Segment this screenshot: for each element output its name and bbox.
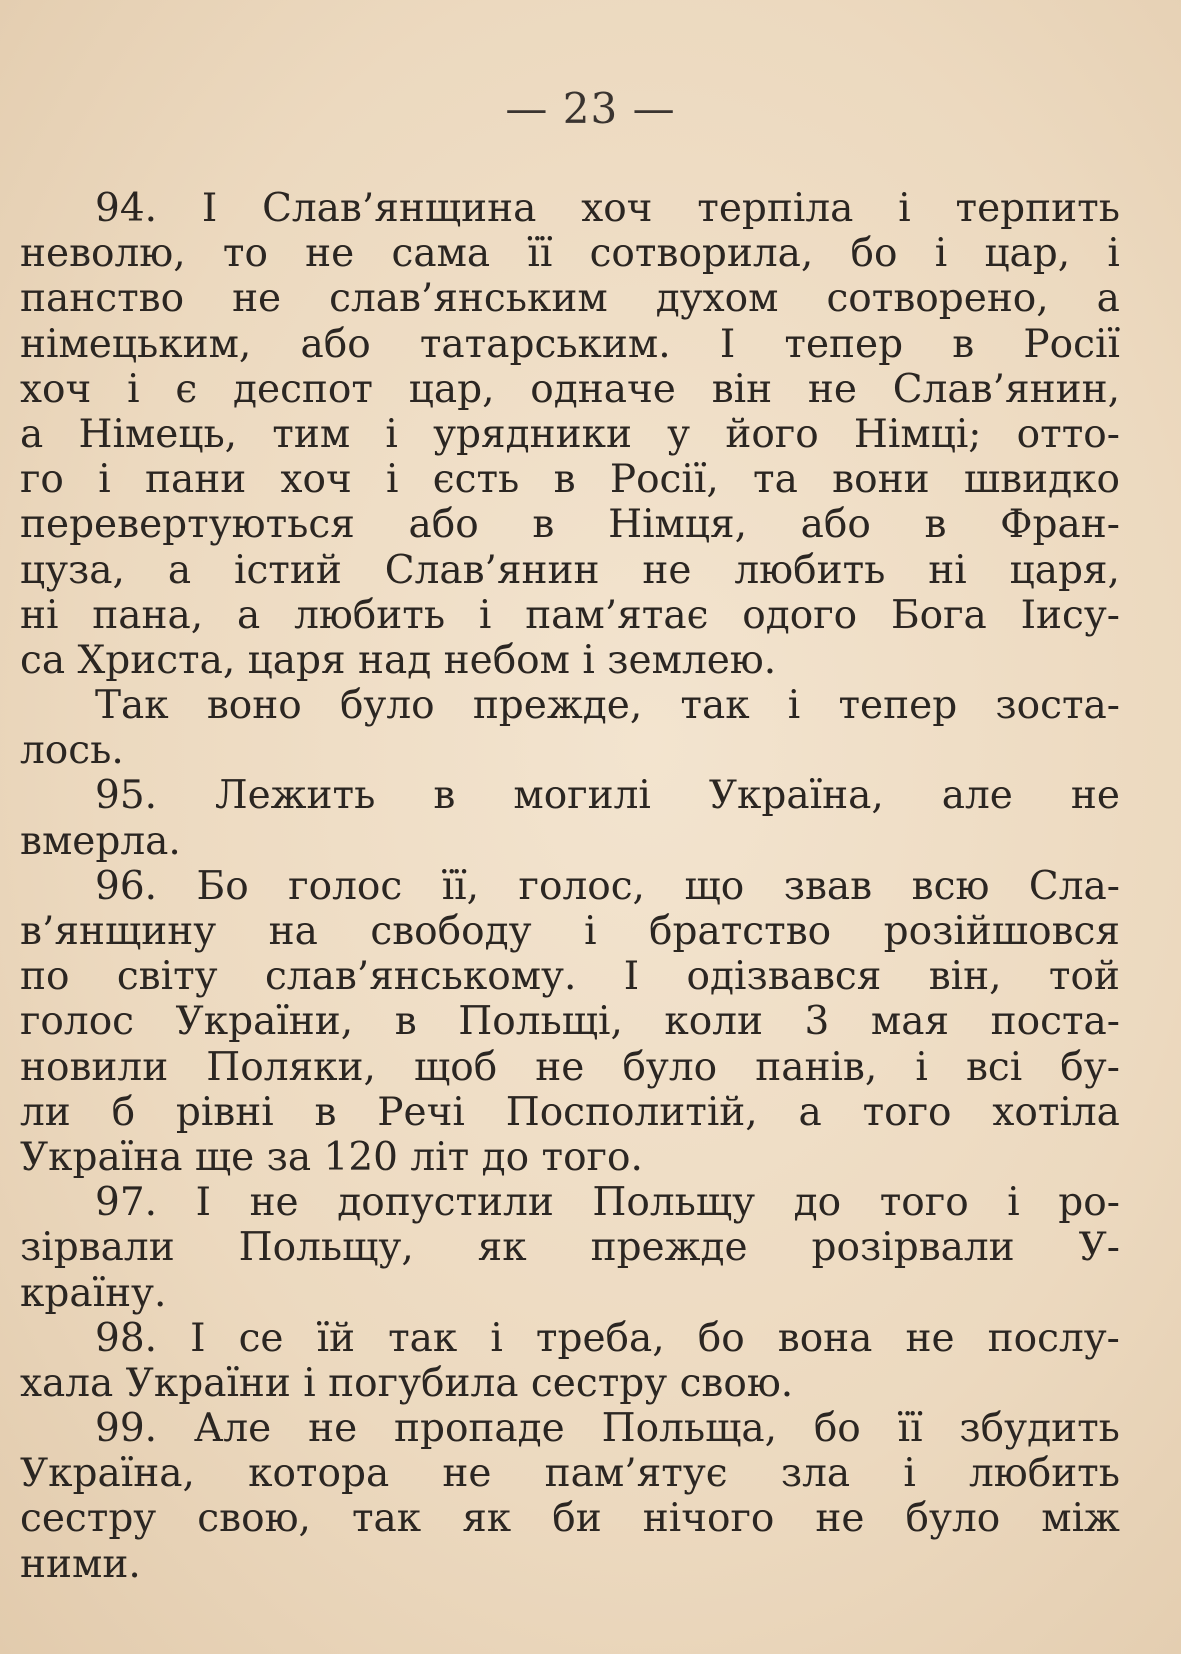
text-line: 97. І не допустили Польщу до того і ро- — [95, 1180, 1120, 1226]
text-line: 96. Бо голос її, голос, що звав всю Сла- — [95, 863, 1120, 909]
text-line: 95. Лежить в могилі Україна, але не — [95, 773, 1120, 819]
text-line: в’янщину на свободу і братство розійшовся — [20, 909, 1120, 954]
text-line: 94. І Слав’янщина хоч терпіла і терпить — [95, 186, 1120, 231]
text-line: по світу слав’янському. І одізвався він, той — [20, 954, 1120, 1000]
text-line: ними. — [20, 1541, 141, 1587]
text-line: перевертуються або в Німця, або в Фран- — [20, 502, 1120, 548]
text-line: панство не слав’янським духом сотворено, а — [20, 276, 1120, 322]
text-line: новили Поляки, щоб не було панів, і всі бу- — [20, 1044, 1120, 1090]
text-line: 99. Але не пропаде Польща, бо її збудить — [95, 1406, 1120, 1452]
text-line: Так воно було прежде, так і тепер зоста- — [95, 683, 1120, 729]
text-line: са Христа, царя над небом і землею. — [20, 637, 777, 683]
text-line: голос України, в Польщі, коли 3 мая поста- — [20, 999, 1120, 1045]
text-line: вмерла. — [20, 818, 181, 864]
text-line: лось. — [20, 728, 124, 774]
text-line: неволю, то не сама її сотворила, бо і цар, і — [20, 231, 1120, 277]
text-line: сестру свою, так як би нічого не було між — [20, 1496, 1120, 1542]
text-line: 98. І се їй так і треба, бо вона не послу- — [95, 1315, 1120, 1361]
text-line: хала України і погубила сестру свою. — [20, 1360, 794, 1406]
text-line: а Німець, тим і урядники у його Німці; отто- — [20, 411, 1120, 457]
text-line: країну. — [20, 1270, 167, 1316]
text-line: ні пана, а любить і пам’ятає одого Бога Іису- — [20, 592, 1120, 638]
text-line: Україна, котора не пам’ятує зла і любить — [20, 1451, 1120, 1497]
text-line: го і пани хоч і єсть в Росії, та вони швидко — [20, 457, 1120, 503]
text-line: зірвали Польщу, як прежде розірвали У- — [20, 1225, 1120, 1271]
text-line: Україна ще за 120 літ до того. — [20, 1134, 643, 1180]
text-line: хоч і є деспот цар, одначе він не Слав’янин, — [20, 366, 1120, 412]
body-text — [20, 186, 1120, 1587]
page-number: — 23 — — [505, 84, 676, 133]
text-line: цуза, а істий Слав’янин не любить ні царя, — [20, 547, 1120, 593]
text-line: німецьким, або татарським. І тепер в Росії — [20, 321, 1120, 367]
text-line: ли б рівні в Речі Посполитій, а того хотіла — [20, 1089, 1120, 1135]
